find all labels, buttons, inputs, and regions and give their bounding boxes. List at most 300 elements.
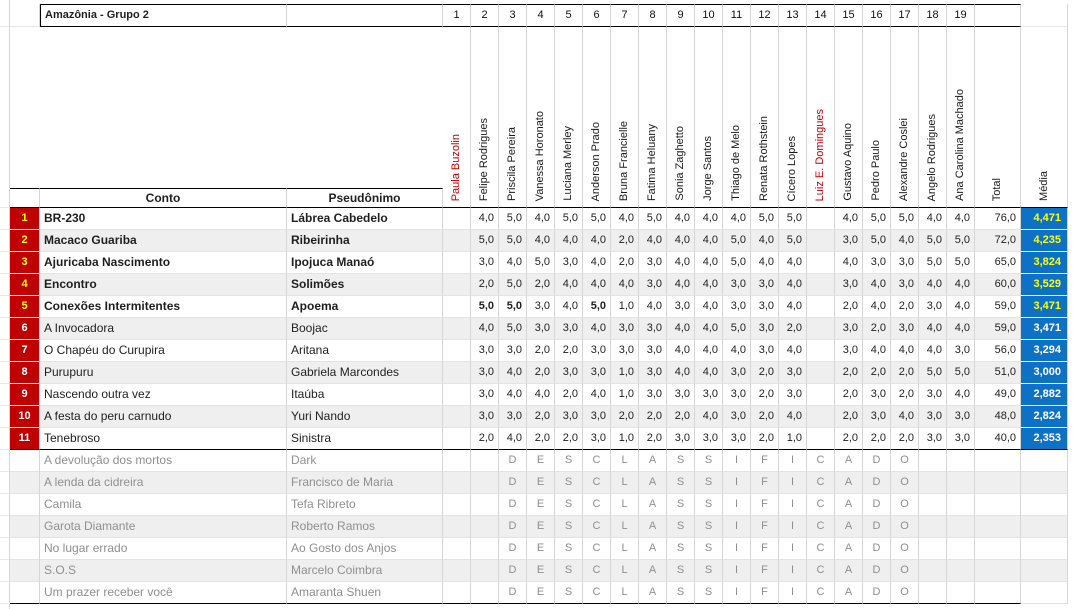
score-cell[interactable]: 4,0	[499, 252, 527, 274]
score-cell[interactable]: 4,0	[695, 296, 723, 318]
disqualified-letter-cell[interactable]: A	[835, 450, 863, 472]
group-title[interactable]: Amazônia - Grupo 2	[40, 4, 287, 27]
score-cell[interactable]: 5,0	[499, 230, 527, 252]
disqualified-letter-cell[interactable]: D	[499, 450, 527, 472]
score-cell[interactable]: 1,0	[611, 296, 639, 318]
score-cell[interactable]: 1,0	[611, 384, 639, 406]
score-cell[interactable]: 3,0	[583, 362, 611, 384]
disqualified-letter-cell[interactable]: S	[667, 582, 695, 604]
judge-name-cell[interactable]	[639, 27, 667, 208]
score-cell[interactable]: 3,0	[751, 318, 779, 340]
score-cell[interactable]	[807, 318, 835, 340]
disqualified-letter-cell[interactable]: C	[583, 472, 611, 494]
score-cell[interactable]: 4,0	[583, 230, 611, 252]
score-cell[interactable]: 4,0	[947, 274, 975, 296]
score-cell[interactable]: 2,0	[891, 384, 919, 406]
score-cell[interactable]: 4,0	[947, 296, 975, 318]
score-cell[interactable]: 2,0	[527, 428, 555, 450]
disqualified-letter-cell[interactable]	[443, 494, 471, 516]
score-cell[interactable]: 2,0	[863, 318, 891, 340]
score-cell[interactable]: 4,0	[667, 318, 695, 340]
score-cell[interactable]: 3,0	[471, 362, 499, 384]
total-cell[interactable]: 59,0	[975, 318, 1021, 340]
rank-column-header[interactable]	[10, 188, 40, 208]
disqualified-letter-cell[interactable]: C	[583, 582, 611, 604]
score-cell[interactable]: 2,0	[471, 274, 499, 296]
score-cell[interactable]	[807, 274, 835, 296]
judge-name-cell[interactable]	[555, 27, 583, 208]
score-cell[interactable]: 5,0	[863, 230, 891, 252]
score-cell[interactable]: 2,0	[751, 362, 779, 384]
disqualified-letter-cell[interactable]	[947, 538, 975, 560]
title-row-media-cell[interactable]	[1021, 4, 1068, 27]
judge-number[interactable]: 7	[611, 4, 639, 27]
media-cell[interactable]: 2,824	[1021, 406, 1068, 428]
total-cell-empty[interactable]	[975, 582, 1021, 604]
disqualified-letter-cell[interactable]: C	[807, 494, 835, 516]
pseudonimo-cell[interactable]: Apoema	[287, 296, 443, 318]
disqualified-letter-cell[interactable]: S	[555, 538, 583, 560]
score-cell[interactable]: 3,0	[751, 274, 779, 296]
score-cell[interactable]: 4,0	[891, 230, 919, 252]
pseudonimo-cell[interactable]: Gabriela Marcondes	[287, 362, 443, 384]
conto-column-header[interactable]: Conto	[40, 188, 287, 208]
score-cell[interactable]: 3,0	[555, 252, 583, 274]
score-cell[interactable]: 3,0	[611, 340, 639, 362]
disqualified-letter-cell[interactable]: S	[667, 516, 695, 538]
score-cell[interactable]: 3,0	[919, 296, 947, 318]
disqualified-letter-cell[interactable]: O	[891, 472, 919, 494]
score-cell[interactable]: 2,0	[891, 428, 919, 450]
score-cell[interactable]: 3,0	[863, 384, 891, 406]
score-cell[interactable]: 2,0	[863, 428, 891, 450]
total-cell[interactable]: 48,0	[975, 406, 1021, 428]
score-cell[interactable]: 5,0	[499, 318, 527, 340]
score-cell[interactable]: 3,0	[779, 362, 807, 384]
score-cell[interactable]: 4,0	[919, 274, 947, 296]
score-cell[interactable]: 3,0	[835, 318, 863, 340]
disqualified-letter-cell[interactable]	[919, 516, 947, 538]
score-cell[interactable]: 2,0	[527, 406, 555, 428]
pseudonimo-cell[interactable]: Francisco de Maria	[287, 472, 443, 494]
disqualified-letter-cell[interactable]: A	[639, 582, 667, 604]
total-cell-empty[interactable]	[975, 494, 1021, 516]
disqualified-letter-cell[interactable]: A	[639, 494, 667, 516]
score-cell[interactable]: 4,0	[499, 362, 527, 384]
score-cell[interactable]: 4,0	[639, 230, 667, 252]
score-cell[interactable]	[807, 296, 835, 318]
score-cell[interactable]: 1,0	[779, 428, 807, 450]
judge-name-cell[interactable]	[723, 27, 751, 208]
score-cell[interactable]: 3,0	[471, 252, 499, 274]
score-cell[interactable]: 5,0	[751, 208, 779, 230]
disqualified-letter-cell[interactable]: D	[863, 516, 891, 538]
score-cell[interactable]: 3,0	[723, 296, 751, 318]
score-cell[interactable]: 3,0	[667, 428, 695, 450]
rank-cell[interactable]: 9	[10, 384, 40, 406]
score-cell[interactable]: 5,0	[919, 362, 947, 384]
total-cell-empty[interactable]	[975, 450, 1021, 472]
score-cell[interactable]: 2,0	[751, 428, 779, 450]
judge-number[interactable]: 19	[947, 4, 975, 27]
pseudonimo-cell[interactable]: Solimões	[287, 274, 443, 296]
disqualified-letter-cell[interactable]: O	[891, 582, 919, 604]
judge-name-cell[interactable]	[751, 27, 779, 208]
score-cell[interactable]: 4,0	[555, 296, 583, 318]
rank-cell[interactable]: 10	[10, 406, 40, 428]
score-cell[interactable]: 5,0	[499, 208, 527, 230]
disqualified-letter-cell[interactable]: A	[639, 516, 667, 538]
score-cell[interactable]: 3,0	[471, 340, 499, 362]
score-cell[interactable]: 3,0	[527, 296, 555, 318]
score-cell[interactable]: 3,0	[723, 406, 751, 428]
score-cell[interactable]	[443, 428, 471, 450]
judge-name-cell[interactable]	[779, 27, 807, 208]
disqualified-letter-cell[interactable]: I	[779, 450, 807, 472]
score-cell[interactable]: 5,0	[639, 208, 667, 230]
disqualified-letter-cell[interactable]: I	[723, 494, 751, 516]
disqualified-letter-cell[interactable]	[947, 450, 975, 472]
score-cell[interactable]: 5,0	[947, 230, 975, 252]
score-cell[interactable]: 4,0	[947, 208, 975, 230]
score-cell[interactable]: 5,0	[919, 252, 947, 274]
conto-cell[interactable]: BR-230	[40, 208, 287, 230]
disqualified-letter-cell[interactable]: I	[723, 538, 751, 560]
judge-number[interactable]: 10	[695, 4, 723, 27]
judge-name-cell[interactable]	[443, 27, 471, 208]
disqualified-letter-cell[interactable]	[919, 494, 947, 516]
score-cell[interactable]: 5,0	[527, 252, 555, 274]
score-cell[interactable]: 2,0	[891, 296, 919, 318]
score-cell[interactable]: 3,0	[611, 318, 639, 340]
score-cell[interactable]: 3,0	[863, 406, 891, 428]
disqualified-letter-cell[interactable]: O	[891, 494, 919, 516]
total-cell[interactable]: 72,0	[975, 230, 1021, 252]
score-cell[interactable]: 2,0	[611, 406, 639, 428]
disqualified-letter-cell[interactable]	[947, 494, 975, 516]
disqualified-letter-cell[interactable]	[443, 450, 471, 472]
judge-number[interactable]: 2	[471, 4, 499, 27]
disqualified-letter-cell[interactable]: C	[583, 494, 611, 516]
score-cell[interactable]: 4,0	[667, 208, 695, 230]
rank-cell[interactable]: 3	[10, 252, 40, 274]
judge-name-cell[interactable]	[667, 27, 695, 208]
disqualified-letter-cell[interactable]: E	[527, 538, 555, 560]
score-cell[interactable]: 3,0	[947, 340, 975, 362]
conto-cell[interactable]: Conexões Intermitentes	[40, 296, 287, 318]
judge-name-cell[interactable]	[583, 27, 611, 208]
disqualified-letter-cell[interactable]: O	[891, 538, 919, 560]
disqualified-letter-cell[interactable]: A	[639, 560, 667, 582]
judge-number[interactable]: 15	[835, 4, 863, 27]
disqualified-letter-cell[interactable]: F	[751, 472, 779, 494]
score-cell[interactable]: 3,0	[947, 406, 975, 428]
score-cell[interactable]: 5,0	[583, 208, 611, 230]
score-cell[interactable]: 5,0	[947, 362, 975, 384]
total-cell[interactable]: 59,0	[975, 296, 1021, 318]
pseudonimo-cell[interactable]: Ao Gosto dos Anjos	[287, 538, 443, 560]
score-cell[interactable]: 3,0	[639, 362, 667, 384]
score-cell[interactable]: 1,0	[611, 428, 639, 450]
judge-number[interactable]: 14	[807, 4, 835, 27]
conto-cell[interactable]: Camila	[40, 494, 287, 516]
score-cell[interactable]: 3,0	[583, 428, 611, 450]
disqualified-letter-cell[interactable]	[443, 582, 471, 604]
score-cell[interactable]: 2,0	[527, 274, 555, 296]
judge-name-cell[interactable]	[499, 27, 527, 208]
disqualified-letter-cell[interactable]: C	[583, 516, 611, 538]
disqualified-letter-cell[interactable]: D	[863, 582, 891, 604]
score-cell[interactable]: 4,0	[695, 274, 723, 296]
disqualified-letter-cell[interactable]: S	[555, 516, 583, 538]
pseudonimo-cell[interactable]: Dark	[287, 450, 443, 472]
score-cell[interactable]: 2,0	[779, 318, 807, 340]
score-cell[interactable]: 3,0	[527, 318, 555, 340]
disqualified-letter-cell[interactable]: E	[527, 560, 555, 582]
disqualified-letter-cell[interactable]	[471, 450, 499, 472]
disqualified-letter-cell[interactable]: L	[611, 582, 639, 604]
rank-cell-empty[interactable]	[10, 582, 40, 604]
rank-cell-empty[interactable]	[10, 516, 40, 538]
conto-cell[interactable]: Tenebroso	[40, 428, 287, 450]
score-cell[interactable]: 3,0	[695, 384, 723, 406]
rank-cell[interactable]: 8	[10, 362, 40, 384]
disqualified-letter-cell[interactable]: E	[527, 516, 555, 538]
score-cell[interactable]: 4,0	[667, 362, 695, 384]
disqualified-letter-cell[interactable]: S	[555, 560, 583, 582]
pseudonimo-cell[interactable]: Ribeirinha	[287, 230, 443, 252]
score-cell[interactable]: 3,0	[639, 384, 667, 406]
judge-name-cell[interactable]	[835, 27, 863, 208]
score-cell[interactable]	[807, 252, 835, 274]
judge-name-cell[interactable]	[947, 27, 975, 208]
conto-cell[interactable]: A Invocadora	[40, 318, 287, 340]
score-cell[interactable]: 4,0	[947, 318, 975, 340]
score-cell[interactable]: 3,0	[891, 318, 919, 340]
disqualified-letter-cell[interactable]	[471, 582, 499, 604]
conto-cell[interactable]: Garota Diamante	[40, 516, 287, 538]
score-cell[interactable]: 5,0	[779, 208, 807, 230]
score-cell[interactable]	[443, 318, 471, 340]
judge-name-cell[interactable]	[863, 27, 891, 208]
judge-number[interactable]: 13	[779, 4, 807, 27]
disqualified-letter-cell[interactable]: C	[807, 538, 835, 560]
score-cell[interactable]: 4,0	[695, 318, 723, 340]
conto-cell[interactable]: Purupuru	[40, 362, 287, 384]
media-cell[interactable]: 4,235	[1021, 230, 1068, 252]
score-cell[interactable]	[807, 384, 835, 406]
disqualified-letter-cell[interactable]: S	[667, 560, 695, 582]
score-cell[interactable]: 4,0	[583, 318, 611, 340]
disqualified-letter-cell[interactable]	[471, 538, 499, 560]
judge-number[interactable]: 1	[443, 4, 471, 27]
score-cell[interactable]: 3,0	[583, 406, 611, 428]
score-cell[interactable]: 2,0	[863, 362, 891, 384]
judge-name-cell[interactable]	[471, 27, 499, 208]
disqualified-letter-cell[interactable]	[919, 560, 947, 582]
disqualified-letter-cell[interactable]	[947, 582, 975, 604]
conto-cell[interactable]: S.O.S	[40, 560, 287, 582]
pseudonimo-cell[interactable]: Marcelo Coimbra	[287, 560, 443, 582]
score-cell[interactable]: 4,0	[779, 274, 807, 296]
disqualified-letter-cell[interactable]: C	[807, 516, 835, 538]
pseudonimo-cell[interactable]: Aritana	[287, 340, 443, 362]
total-cell-empty[interactable]	[975, 560, 1021, 582]
score-cell[interactable]: 4,0	[695, 340, 723, 362]
score-cell[interactable]: 4,0	[471, 208, 499, 230]
score-cell[interactable]: 2,0	[751, 384, 779, 406]
disqualified-letter-cell[interactable]: I	[779, 560, 807, 582]
disqualified-letter-cell[interactable]: O	[891, 450, 919, 472]
score-cell[interactable]: 3,0	[667, 384, 695, 406]
score-cell[interactable]: 4,0	[527, 208, 555, 230]
media-cell-empty[interactable]	[1021, 516, 1068, 538]
score-cell[interactable]: 4,0	[667, 340, 695, 362]
score-cell[interactable]: 3,0	[723, 428, 751, 450]
score-cell[interactable]: 4,0	[611, 208, 639, 230]
judge-number[interactable]: 12	[751, 4, 779, 27]
score-cell[interactable]	[443, 296, 471, 318]
score-cell[interactable]: 2,0	[555, 340, 583, 362]
score-cell[interactable]: 5,0	[863, 208, 891, 230]
rank-cell[interactable]: 2	[10, 230, 40, 252]
disqualified-letter-cell[interactable]: S	[555, 582, 583, 604]
score-cell[interactable]: 4,0	[639, 296, 667, 318]
score-cell[interactable]: 3,0	[555, 406, 583, 428]
score-cell[interactable]: 3,0	[555, 318, 583, 340]
disqualified-letter-cell[interactable]: S	[695, 516, 723, 538]
pseudonimo-cell[interactable]: Ipojuca Manaó	[287, 252, 443, 274]
disqualified-letter-cell[interactable]: S	[695, 560, 723, 582]
score-cell[interactable]: 4,0	[555, 274, 583, 296]
disqualified-letter-cell[interactable]: I	[723, 516, 751, 538]
disqualified-letter-cell[interactable]: S	[695, 494, 723, 516]
media-cell[interactable]: 3,000	[1021, 362, 1068, 384]
judge-number[interactable]: 3	[499, 4, 527, 27]
score-cell[interactable]: 5,0	[723, 318, 751, 340]
total-cell[interactable]: 40,0	[975, 428, 1021, 450]
score-cell[interactable]: 4,0	[667, 274, 695, 296]
disqualified-letter-cell[interactable]	[471, 494, 499, 516]
score-cell[interactable]: 5,0	[891, 208, 919, 230]
media-cell-empty[interactable]	[1021, 538, 1068, 560]
disqualified-letter-cell[interactable]: A	[835, 472, 863, 494]
disqualified-letter-cell[interactable]: C	[807, 472, 835, 494]
score-cell[interactable]: 3,0	[779, 384, 807, 406]
score-cell[interactable]: 5,0	[919, 230, 947, 252]
score-cell[interactable]: 4,0	[863, 340, 891, 362]
media-cell[interactable]: 4,471	[1021, 208, 1068, 230]
score-cell[interactable]: 4,0	[695, 252, 723, 274]
disqualified-letter-cell[interactable]: D	[863, 560, 891, 582]
rank-header-cell[interactable]	[10, 4, 40, 27]
title-row-total-cell[interactable]	[975, 4, 1021, 27]
disqualified-letter-cell[interactable]	[471, 560, 499, 582]
disqualified-letter-cell[interactable]	[443, 472, 471, 494]
score-cell[interactable]: 3,0	[723, 384, 751, 406]
score-cell[interactable]: 4,0	[583, 384, 611, 406]
disqualified-letter-cell[interactable]: S	[667, 538, 695, 560]
disqualified-letter-cell[interactable]: S	[695, 538, 723, 560]
title-row-blank-cell[interactable]	[287, 4, 443, 27]
media-header[interactable]	[1021, 27, 1068, 208]
judge-number[interactable]: 17	[891, 4, 919, 27]
disqualified-letter-cell[interactable]: S	[555, 472, 583, 494]
score-cell[interactable]: 3,0	[471, 406, 499, 428]
score-cell[interactable]: 3,0	[891, 252, 919, 274]
score-cell[interactable]: 2,0	[751, 406, 779, 428]
score-cell[interactable]: 3,0	[947, 428, 975, 450]
disqualified-letter-cell[interactable]: D	[863, 472, 891, 494]
score-cell[interactable]: 3,0	[919, 428, 947, 450]
media-cell[interactable]: 2,353	[1021, 428, 1068, 450]
total-cell[interactable]: 65,0	[975, 252, 1021, 274]
disqualified-letter-cell[interactable]: S	[695, 450, 723, 472]
score-cell[interactable]: 1,0	[611, 362, 639, 384]
conto-cell[interactable]: O Chapéu do Curupira	[40, 340, 287, 362]
disqualified-letter-cell[interactable]: D	[499, 516, 527, 538]
total-cell[interactable]: 56,0	[975, 340, 1021, 362]
score-cell[interactable]: 3,0	[835, 274, 863, 296]
disqualified-letter-cell[interactable]: S	[667, 494, 695, 516]
score-cell[interactable]: 5,0	[499, 274, 527, 296]
score-cell[interactable]: 5,0	[471, 296, 499, 318]
total-cell[interactable]: 76,0	[975, 208, 1021, 230]
disqualified-letter-cell[interactable]: I	[779, 494, 807, 516]
score-cell[interactable]	[443, 208, 471, 230]
rank-cell-empty[interactable]	[10, 494, 40, 516]
score-cell[interactable]: 5,0	[723, 230, 751, 252]
score-cell[interactable]: 4,0	[779, 252, 807, 274]
judge-name-cell[interactable]	[807, 27, 835, 208]
score-cell[interactable]: 5,0	[723, 252, 751, 274]
disqualified-letter-cell[interactable]: I	[723, 472, 751, 494]
score-cell[interactable]: 4,0	[583, 274, 611, 296]
disqualified-letter-cell[interactable]: S	[667, 472, 695, 494]
conto-cell[interactable]: A festa do peru carnudo	[40, 406, 287, 428]
score-cell[interactable]	[443, 230, 471, 252]
judge-name-cell[interactable]	[891, 27, 919, 208]
score-cell[interactable]	[807, 362, 835, 384]
score-cell[interactable]: 2,0	[667, 406, 695, 428]
disqualified-letter-cell[interactable]: O	[891, 516, 919, 538]
score-cell[interactable]	[807, 428, 835, 450]
judge-number[interactable]: 18	[919, 4, 947, 27]
disqualified-letter-cell[interactable]: E	[527, 450, 555, 472]
score-cell[interactable]	[443, 274, 471, 296]
conto-cell[interactable]: Nascendo outra vez	[40, 384, 287, 406]
rank-cell[interactable]: 11	[10, 428, 40, 450]
disqualified-letter-cell[interactable]: F	[751, 450, 779, 472]
score-cell[interactable]: 3,0	[723, 274, 751, 296]
score-cell[interactable]: 3,0	[891, 274, 919, 296]
score-cell[interactable]: 4,0	[835, 252, 863, 274]
total-cell[interactable]: 49,0	[975, 384, 1021, 406]
score-cell[interactable]: 4,0	[499, 384, 527, 406]
score-cell[interactable]: 3,0	[639, 318, 667, 340]
disqualified-letter-cell[interactable]: C	[583, 450, 611, 472]
disqualified-letter-cell[interactable]: A	[835, 494, 863, 516]
disqualified-letter-cell[interactable]: F	[751, 560, 779, 582]
rank-cell[interactable]: 7	[10, 340, 40, 362]
disqualified-letter-cell[interactable]: C	[583, 538, 611, 560]
rank-cell-empty[interactable]	[10, 472, 40, 494]
score-cell[interactable]: 4,0	[751, 252, 779, 274]
judge-name-cell[interactable]	[919, 27, 947, 208]
score-cell[interactable]: 4,0	[891, 340, 919, 362]
disqualified-letter-cell[interactable]: I	[723, 450, 751, 472]
score-cell[interactable]: 2,0	[639, 406, 667, 428]
